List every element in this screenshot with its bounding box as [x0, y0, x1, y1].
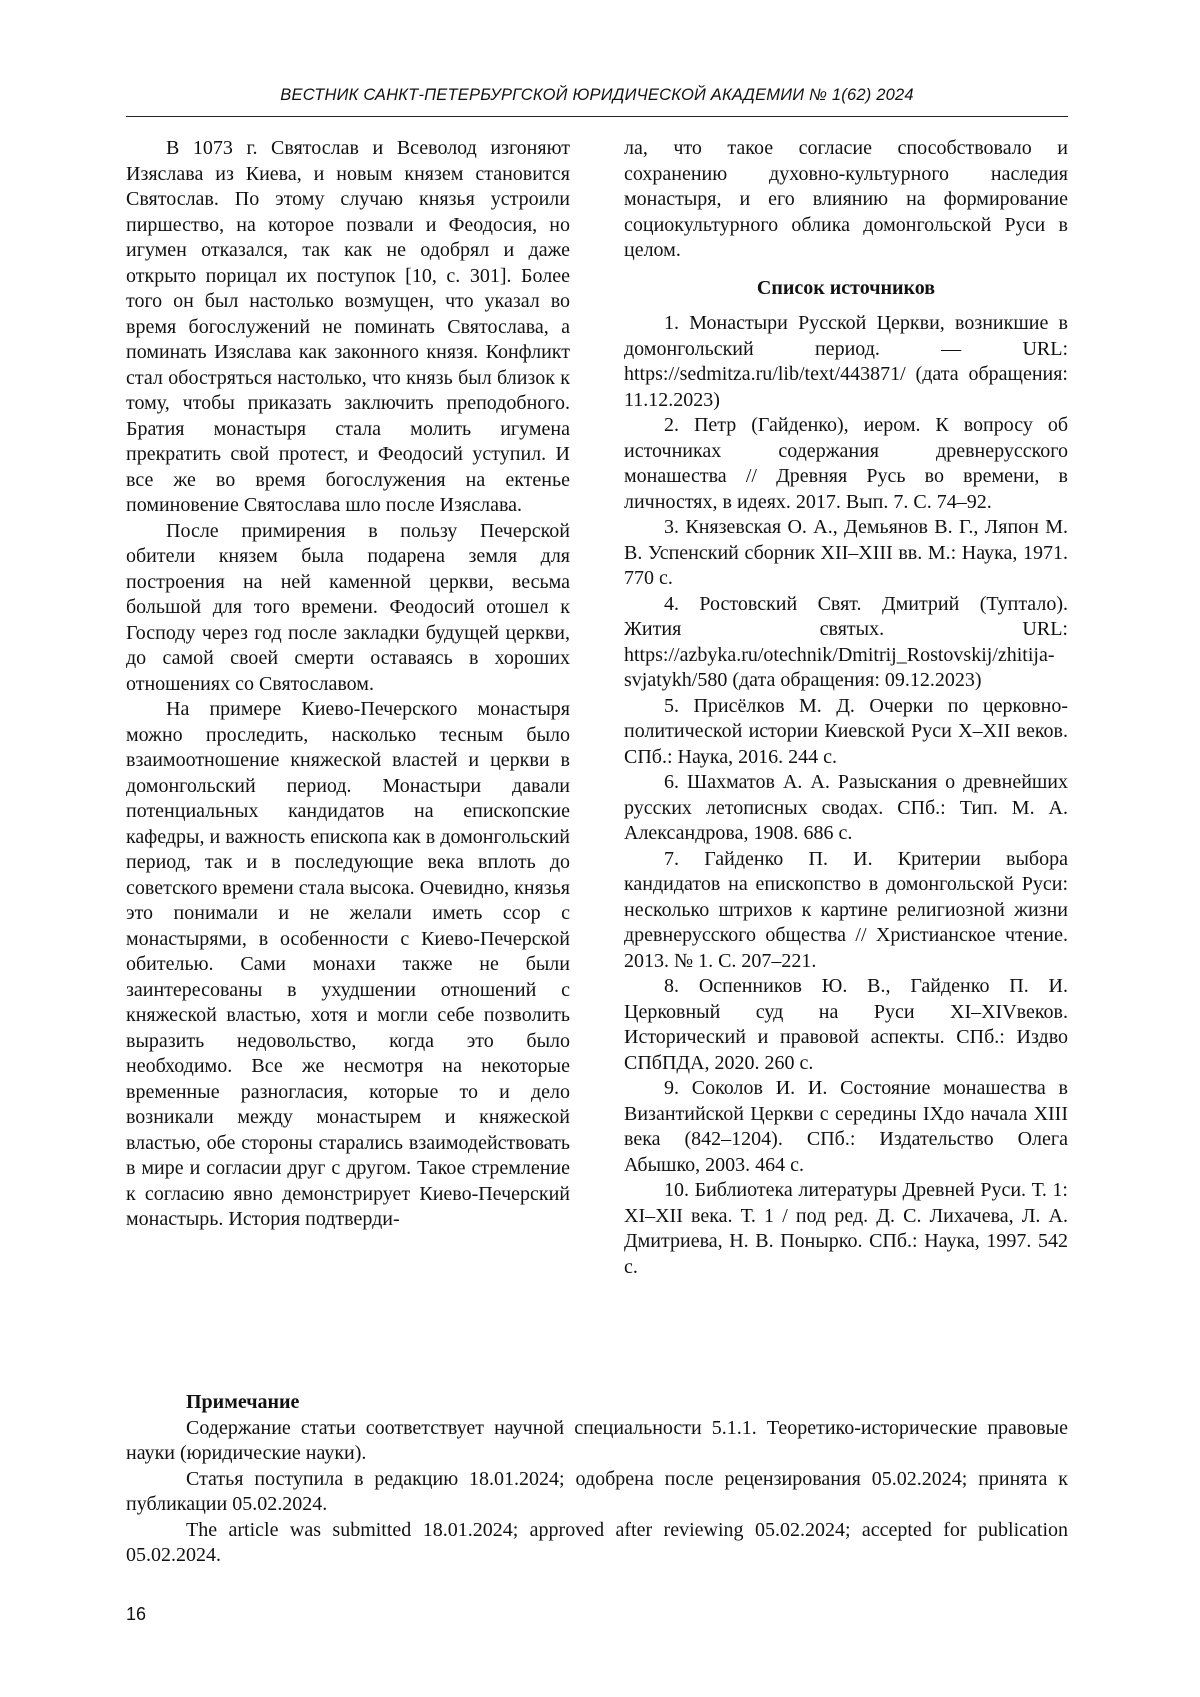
body-paragraph: В 1073 г. Святослав и Всеволод изгоняют Изяслава из Киева, и новым князем становится Святослав. По этому случаю князья устроили пиршество, на которое позвали и Феодосия, но игумен отказался, так как не одобрял и даже открыто порицал их поступок [10, с. 301]. Более того он был настолько возмущен, что указал во время богослужений не поминать Святослава, а поминать Изяслава как законного князя. Конфликт стал обостряться настолько, что князь был близок к тому, чтобы приказать заключить преподобного. Братия монастыря стала молить игумена прекратить свой протест, и Феодосий уступил. И все же во время богослужения на ектенье поминовение Святослава шло после Изяслава.: [126, 137, 570, 516]
note-title: Примечание: [186, 1391, 300, 1413]
header-divider: [126, 116, 1068, 117]
reference-item: 6. Шахматов А. А. Разыскания о древнейших русских летописных сводах. СПб.: Тип. М. А. Александрова, 1908. 686 с.: [624, 771, 1068, 844]
reference-item: 8. Оспенников Ю. В., Гайденко П. И. Церковный суд на Руси XI–XIVвеков. Исторический и правовой аспекты. СПб.: Издво СПбПДА, 2020. 260 с.: [624, 975, 1068, 1074]
body-paragraph: После примирения в пользу Печерской обители князем была подарена земля для построения на ней каменной церкви, весьма большой для того времени. Феодосий отошел к Господу через год после закладки будущей церкви, до самой своей смерти оставаясь в хороших отношениях со Святославом.: [126, 519, 570, 695]
reference-item: 4. Ростовский Свят. Дмитрий (Туптало). Жития святых. URL: https://azbyka.ru/otechnik/Dmitrij_Rostovskij/zhitija-svjatykh/580 (дата обращения: 09.12.2023): [624, 592, 1068, 691]
body-paragraph: На примере Киево-Печерского монастыря можно проследить, насколько тесным было взаимоотношение княжеской властей и церкви в домонгольский период. Монастыри давали потенциальных кандидатов на епископские кафедры, и важность епископа как в домонгольский период, так и в последующие века вплоть до советского времени стала высока. Очевидно, князья это понимали и не желали иметь ссор с монастырями, в особенности с Киево-Печерской обителью. Сами монахи также не были заинтересованы в ухудшении отношений с княжеской властью, хотя и могли себе позволить выразить недовольство, когда это было необходимо. Все же несмотря на некоторые временные разногласия, которые то и дело возникали между монастырем и княжеской властью, обе стороны старались взаимодействовать в мире и согласии друг с другом. Такое стремление к согласию явно демонстрирует Киево-Печерский монастырь. История подтверди-: [126, 698, 570, 1230]
reference-item: 9. Соколов И. И. Состояние монашества в Византийской Церкви с середины IXдо начала XIII века (842–1204). СПб.: Издательство Олега Абышко, 2003. 464 с.: [624, 1077, 1068, 1176]
reference-item: 7. Гайденко П. И. Критерии выбора кандидатов на епископство в домонгольской Руси: несколько штрихов к картине религиозной жизни древнерусского общества // Христианское чтение. 2013. № 1. С. 207–221.: [624, 847, 1068, 972]
reference-item: 10. Библиотека литературы Древней Руси. Т. 1: XI–XII века. Т. 1 / под ред. Д. С. Лихачева, Л. А. Дмитриева, Н. В. Понырко. СПб.: Наука, 1997. 542 с.: [624, 1179, 1068, 1278]
references-title: Список источников: [756, 276, 936, 299]
note-dates-ru: Статья поступила в редакцию 18.01.2024; одобрена после рецензирования 05.02.2024; принята к публикации 05.02.2024.: [126, 1467, 1068, 1515]
body-paragraph-continuation: ла, что такое согласие способствовало и сохранению духовно-культурного наследия монастыря, и его влиянию на формирование социокультурного облика домонгольской Руси в целом.: [624, 137, 1068, 261]
reference-item: 3. Князевская О. А., Демьянов В. Г., Ляпон М. В. Успенский сборник XII–XIII вв. М.: Наука, 1971. 770 с.: [624, 516, 1068, 589]
note-dates-en: The article was submitted 18.01.2024; approved after reviewing 05.02.2024; accepted for publication 05.02.2024.: [126, 1518, 1068, 1566]
note-specialty: Содержание статьи соответствует научной специальности 5.1.1. Теоретико-исторические правовые науки (юридические науки).: [126, 1416, 1068, 1464]
right-column: [624, 136, 1068, 1280]
journal-header: ВЕСТНИК САНКТ-ПЕТЕРБУРГСКОЙ ЮРИДИЧЕСКОЙ АКАДЕМИИ № 1(62) 2024: [280, 86, 914, 104]
note-section: [126, 1390, 1068, 1569]
reference-item: 1. Монастыри Русской Церкви, возникшие в домонгольский период. — URL: https://sedmitza.ru/lib/text/443871/ (дата обращения: 11.12.2023): [624, 312, 1068, 411]
reference-item: 5. Присёлков М. Д. Очерки по церковно-политической истории Киевской Руси X–XII веков. СПб.: Наука, 2016. 244 с.: [624, 694, 1068, 768]
reference-item: 2. Петр (Гайденко), иером. К вопросу об источниках содержания древнерусского монашества // Древняя Русь во времени, в личностях, в идеях. 2017. Вып. 7. С. 74–92.: [624, 414, 1068, 513]
left-column: [126, 136, 570, 1233]
page-number: 16: [126, 1604, 147, 1624]
